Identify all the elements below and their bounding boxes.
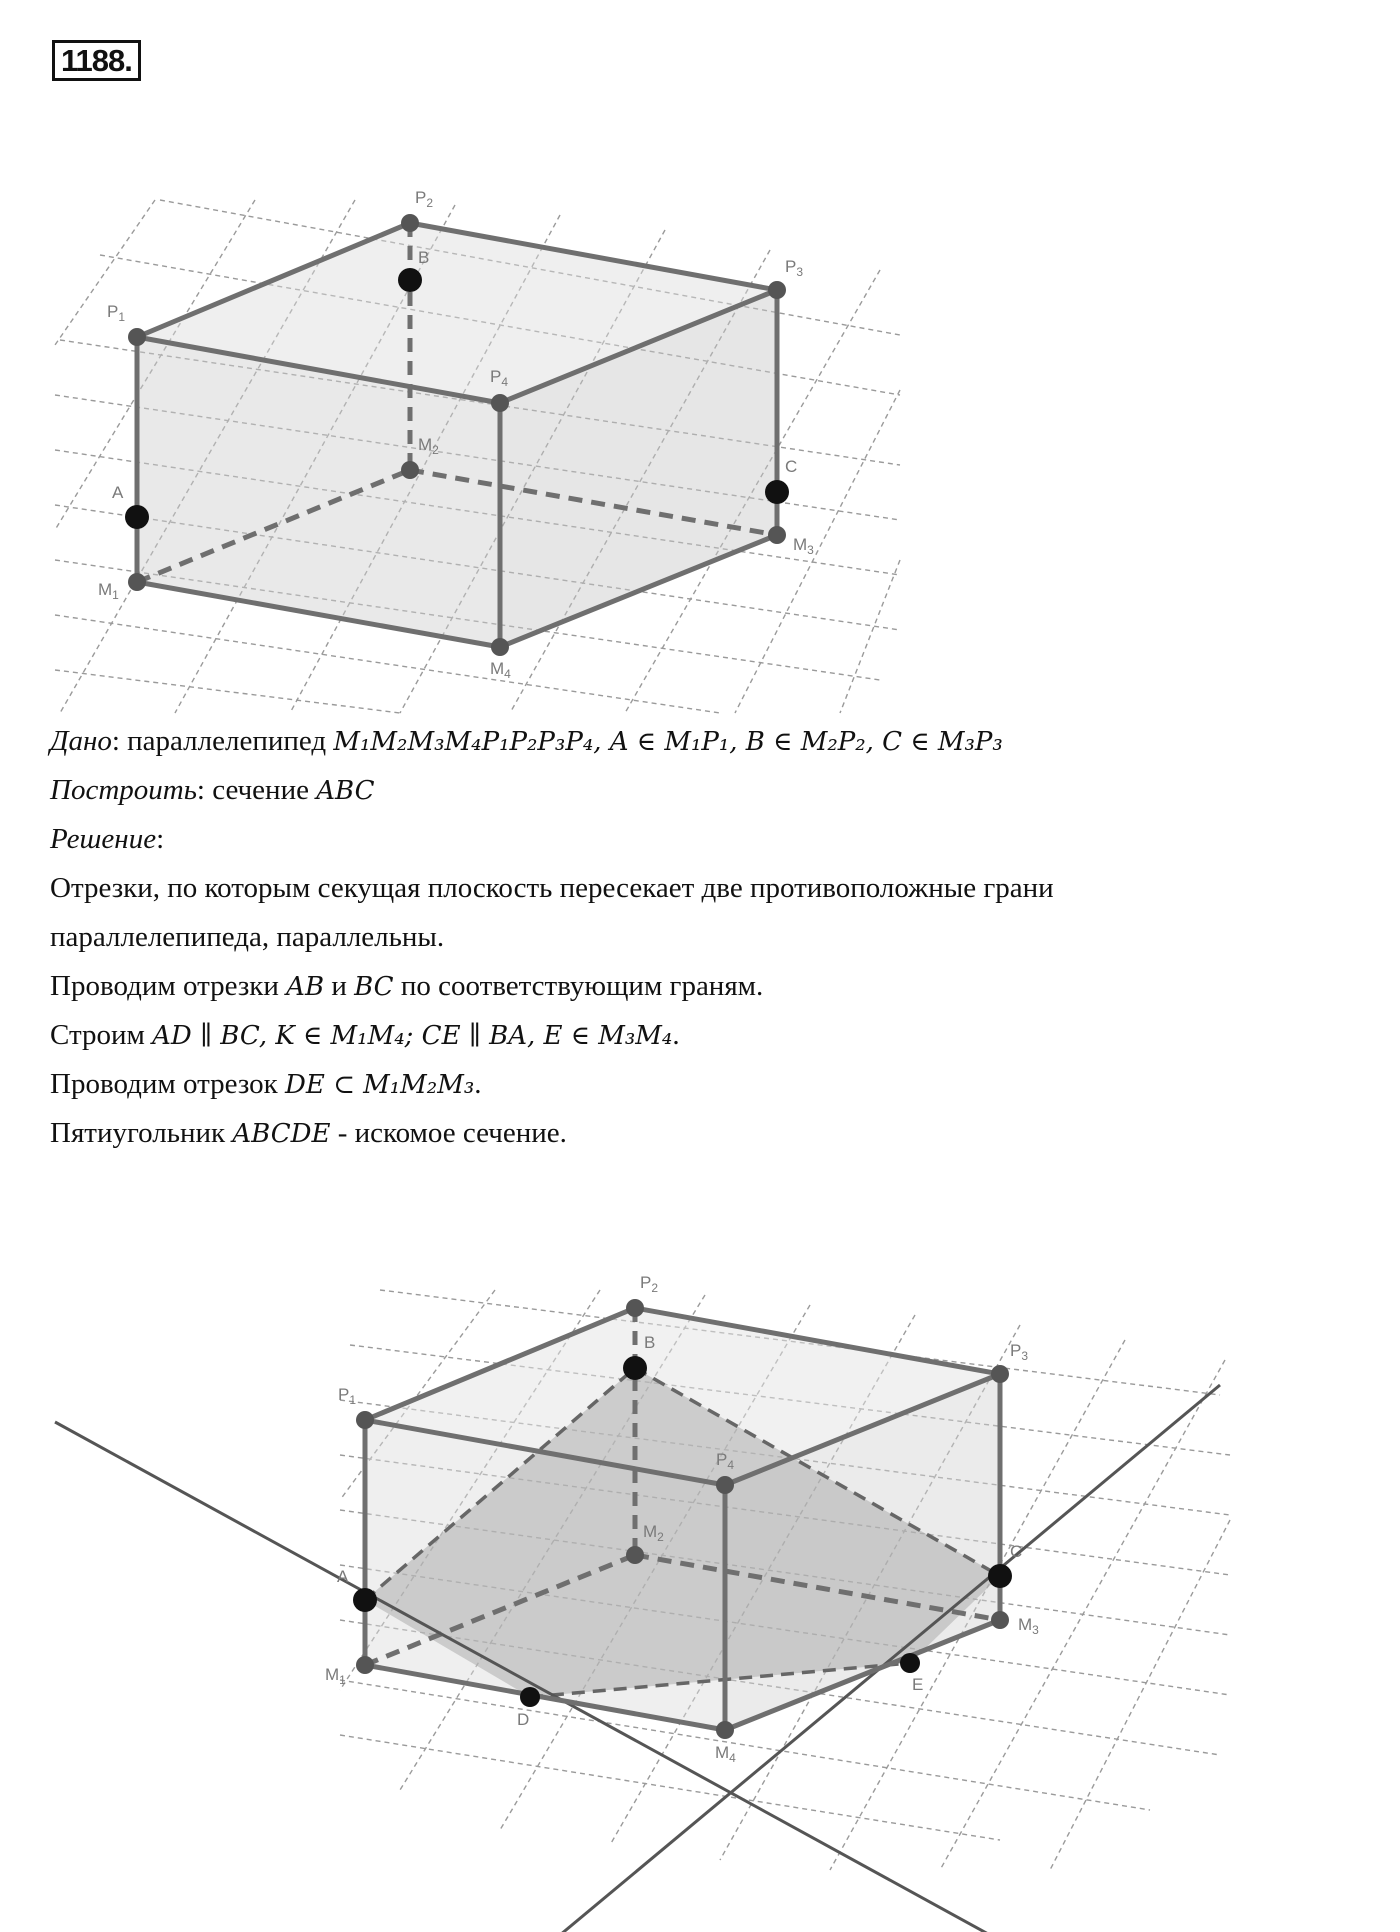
label-c: C xyxy=(1010,1542,1023,1561)
label-m4: $M_4$ xyxy=(715,1743,736,1765)
given-text: : параллелепипед xyxy=(111,725,334,757)
solution-line-6: Пятиугольник ABCDE - искомое сечение. xyxy=(50,1117,567,1149)
solution-line-3: Проводим отрезки AB и BC по соответствующим граням. xyxy=(50,970,764,1002)
label-m1: $M_1$ xyxy=(325,1665,346,1687)
label-b: B xyxy=(644,1333,656,1352)
point-a xyxy=(125,505,149,529)
label-c: C xyxy=(785,457,798,476)
label-p2: $P_2$ xyxy=(415,188,434,210)
construct-line xyxy=(50,766,1370,815)
figure-parallelepiped xyxy=(0,170,920,730)
point-c xyxy=(765,480,789,504)
label-m4: $M_4$ xyxy=(490,659,511,681)
solution-colon: : xyxy=(156,823,165,855)
label-p4: $P_4$ xyxy=(490,367,509,389)
vertex-m2 xyxy=(626,1546,644,1564)
given-label: Дано xyxy=(50,725,112,757)
label-m3: $M_3$ xyxy=(793,535,814,557)
point-d xyxy=(520,1687,540,1707)
label-p3: $P_3$ xyxy=(1010,1341,1029,1363)
label-m3: $M_3$ xyxy=(1018,1615,1039,1637)
vertex-p3 xyxy=(768,281,786,299)
label-p1: $P_1$ xyxy=(338,1385,357,1407)
vertex-p4 xyxy=(491,394,509,412)
construct-text: : сечение xyxy=(196,774,317,806)
label-m1: $M_1$ xyxy=(98,580,119,602)
solution-line-1: Отрезки, по которым секущая плоскость пересекает две противоположные грани xyxy=(50,872,1054,904)
label-p2: $P_2$ xyxy=(640,1273,659,1295)
label-d: D xyxy=(517,1710,530,1729)
figure-section xyxy=(0,1250,1400,1932)
construct-label: Построить xyxy=(50,774,197,806)
vertex-m2 xyxy=(401,461,419,479)
solution-line-4: Строим AD ∥ BC, K ∈ M₁M₄; CE ∥ BA, E ∈ M₃M₄. xyxy=(50,1019,680,1051)
solution-label: Решение xyxy=(50,823,157,855)
solution-line-5: Проводим отрезок DE ⊂ M₁M₂M₃. xyxy=(50,1068,482,1100)
construct-formula: ABC xyxy=(316,776,375,806)
label-a: A xyxy=(337,1567,349,1586)
vertex-m3 xyxy=(991,1611,1009,1629)
vertex-p2 xyxy=(401,214,419,232)
solution-text xyxy=(50,717,1370,1158)
vertex-m1 xyxy=(356,1656,374,1674)
label-p1: $P_1$ xyxy=(107,302,126,324)
vertex-p2 xyxy=(626,1299,644,1317)
vertex-m4 xyxy=(491,638,509,656)
vertex-m3 xyxy=(768,526,786,544)
point-a xyxy=(353,1588,377,1612)
label-b: B xyxy=(418,248,430,267)
label-m2: $M_2$ xyxy=(418,435,439,457)
point-e xyxy=(900,1653,920,1673)
point-b xyxy=(398,268,422,292)
label-p4: $P_4$ xyxy=(716,1450,735,1472)
label-a: A xyxy=(112,483,124,502)
vertex-p3 xyxy=(991,1365,1009,1383)
problem-number: 1188. xyxy=(52,40,141,81)
vertex-p1 xyxy=(128,328,146,346)
vertex-m1 xyxy=(128,573,146,591)
vertex-p4 xyxy=(716,1476,734,1494)
label-e: E xyxy=(912,1675,924,1694)
solution-heading xyxy=(50,815,1370,864)
point-c xyxy=(988,1564,1012,1588)
vertex-p1 xyxy=(356,1411,374,1429)
point-b xyxy=(623,1356,647,1380)
vertex-m4 xyxy=(716,1721,734,1739)
given-formula: M₁M₂M₃M₄P₁P₂P₃P₄, A ∈ M₁P₁, B ∈ M₂P₂, C ∈ M₃P₃ xyxy=(333,727,1003,757)
label-p3: $P_3$ xyxy=(785,257,804,279)
label-m2: $M_2$ xyxy=(643,1522,664,1544)
solution-line-2: параллелепипеда, параллельны. xyxy=(50,921,445,953)
given-line xyxy=(50,717,1370,766)
